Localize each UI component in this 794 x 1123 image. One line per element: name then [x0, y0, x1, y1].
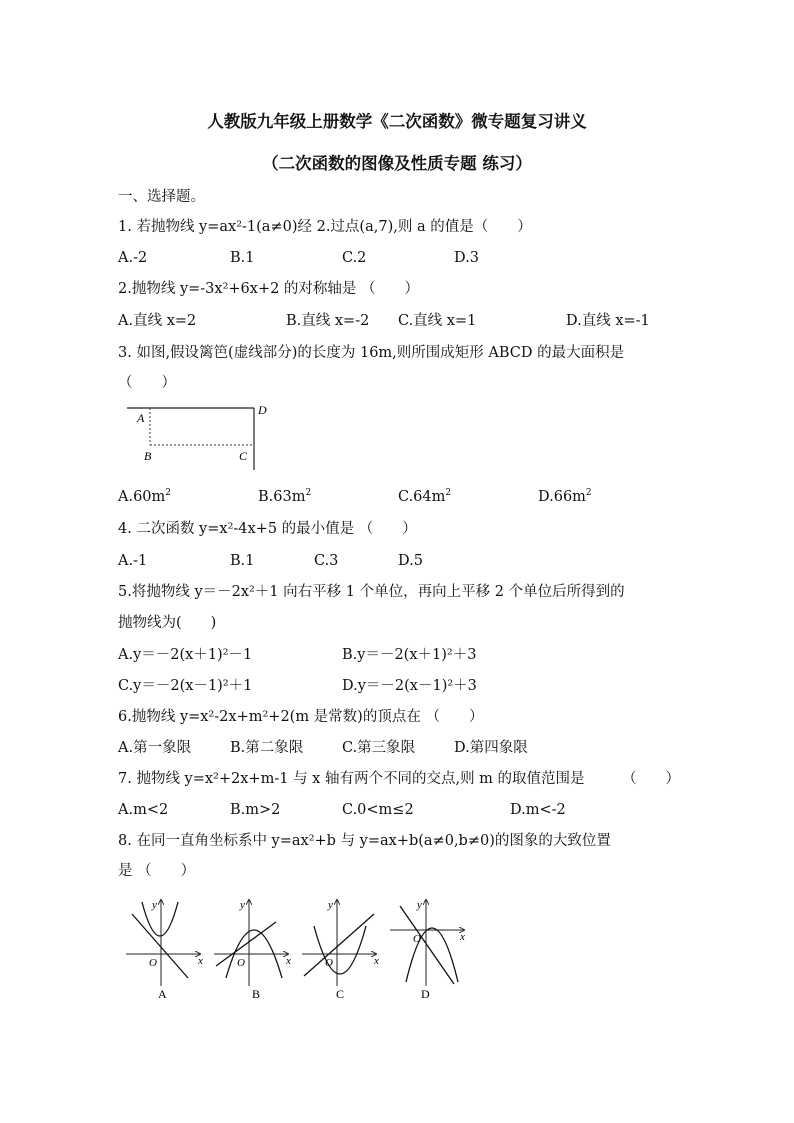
q1-option-b[interactable]: B.1	[230, 250, 255, 266]
q6-option-c[interactable]: C.第三象限	[342, 740, 416, 756]
q1-option-d[interactable]: D.3	[454, 250, 479, 266]
q5-option-c[interactable]: C.y＝－2(x－1)²＋1	[118, 678, 253, 694]
graph-c[interactable]	[302, 899, 379, 1001]
q3-option-a-sup: 2	[165, 488, 172, 498]
q6-option-a[interactable]: A.第一象限	[118, 740, 192, 756]
graph-d-origin-label: O	[413, 933, 421, 945]
q4-stem: 4. 二次函数 y=x²-4x+5 的最小值是 （ ）	[118, 521, 417, 537]
q2-option-d[interactable]: D.直线 x=-1	[566, 313, 650, 329]
graph-c-parabola	[314, 926, 366, 974]
q8-graphs	[118, 892, 478, 1004]
graph-a-x-label: x	[198, 955, 203, 967]
q7-stem: 7. 抛物线 y=x²+2x+m-1 与 x 轴有两个不同的交点,则 m 的取值范围是	[118, 771, 585, 787]
q5-option-d[interactable]: D.y＝－2(x－1)²＋3	[342, 678, 477, 694]
q4-option-d[interactable]: D.5	[398, 553, 423, 569]
q6-stem: 6.抛物线 y=x²-2x+m²+2(m 是常数)的顶点在 （ ）	[118, 709, 484, 725]
q3-option-d-text: D.66m	[538, 489, 586, 505]
q3-option-b[interactable]	[258, 488, 311, 506]
graph-c-y-label: y	[328, 899, 333, 911]
graph-b-origin-label: O	[237, 957, 245, 969]
graph-b-x-label: x	[286, 955, 291, 967]
q7-option-b[interactable]: B.m>2	[230, 802, 281, 818]
q3-option-c-sup: 2	[445, 488, 452, 498]
graph-a-line	[132, 914, 188, 978]
graph-c-label: C	[336, 987, 345, 1001]
graph-a-y-label: y	[152, 899, 157, 911]
graph-a-label: A	[158, 987, 167, 1001]
graph-c-origin-label: O	[325, 957, 333, 969]
q4-option-a[interactable]: A.-1	[118, 553, 148, 569]
q3-option-b-sup: 2	[305, 488, 312, 498]
graph-a[interactable]	[126, 899, 203, 1001]
q7-option-d[interactable]: D.m<-2	[510, 802, 566, 818]
q2-option-c[interactable]: C.直线 x=1	[398, 313, 477, 329]
q3-option-b-text: B.63m	[258, 489, 306, 505]
graph-d-label: D	[421, 987, 430, 1001]
q8-stem-line1: 8. 在同一直角坐标系中 y=ax²+b 与 y=ax+b(a≠0,b≠0)的图象的大致位置	[118, 833, 611, 849]
rectangle-fence-figure	[120, 400, 280, 474]
graph-d[interactable]	[390, 899, 465, 1001]
q3-stem-line1: 3. 如图,假设篱笆(虚线部分)的长度为 16m,则所围成矩形 ABCD 的最大面积是	[118, 345, 625, 361]
q3-stem-line2: （ ）	[118, 375, 176, 391]
graph-c-x-label: x	[374, 955, 379, 967]
q2-stem: 2.抛物线 y=-3x²+6x+2 的对称轴是 （ ）	[118, 281, 420, 297]
q4-option-b[interactable]: B.1	[230, 553, 255, 569]
q2-option-b[interactable]: B.直线 x=-2	[286, 313, 370, 329]
section-heading: 一、选择题。	[118, 189, 205, 205]
q8-stem-line2: 是 （ ）	[118, 863, 196, 879]
graph-b-line	[216, 922, 276, 966]
point-d-label: D	[258, 403, 267, 417]
q7-option-a[interactable]: A.m<2	[118, 802, 169, 818]
q7-answer-paren: （ ）	[622, 771, 680, 787]
q3-option-c-text: C.64m	[398, 489, 446, 505]
page-title: 人教版九年级上册数学《二次函数》微专题复习讲义	[207, 112, 587, 131]
q3-option-d-sup: 2	[585, 488, 592, 498]
graph-d-y-label: y	[417, 899, 422, 911]
q1-option-c[interactable]: C.2	[342, 250, 367, 266]
q4-option-c[interactable]: C.3	[314, 553, 339, 569]
point-b-label: B	[144, 449, 152, 463]
page-subtitle: （二次函数的图像及性质专题 练习）	[262, 154, 532, 173]
q3-option-a[interactable]	[118, 488, 171, 506]
q1-stem: 1. 若抛物线 y=ax²-1(a≠0)经 2.过点(a,7),则 a 的值是（ ）	[118, 219, 532, 235]
graph-c-line	[304, 914, 374, 976]
q5-option-a[interactable]: A.y＝－2(x＋1)²－1	[118, 647, 253, 663]
q3-option-d[interactable]	[538, 488, 592, 506]
graph-a-origin-label: O	[149, 957, 157, 969]
graph-b-label: B	[252, 987, 261, 1001]
graph-d-x-label: x	[460, 931, 465, 943]
q3-option-c[interactable]	[398, 488, 451, 506]
point-c-label: C	[239, 449, 248, 463]
q3-option-a-text: A.60m	[118, 489, 166, 505]
q6-option-b[interactable]: B.第二象限	[230, 740, 304, 756]
q2-option-a[interactable]: A.直线 x=2	[118, 313, 197, 329]
q1-option-a[interactable]: A.-2	[118, 250, 148, 266]
q7-option-c[interactable]: C.0<m≤2	[342, 802, 414, 818]
q6-option-d[interactable]: D.第四象限	[454, 740, 528, 756]
q5-stem-line2: 抛物线为( )	[118, 615, 217, 631]
q5-option-b[interactable]: B.y＝－2(x＋1)²＋3	[342, 647, 477, 663]
graph-b-y-label: y	[240, 899, 245, 911]
q5-stem-line1: 5.将抛物线 y＝－2x²＋1 向右平移 1 个单位，再向上平移 2 个单位后所得到的	[118, 584, 625, 600]
graph-b[interactable]	[214, 899, 291, 1001]
point-a-label: A	[137, 411, 145, 425]
